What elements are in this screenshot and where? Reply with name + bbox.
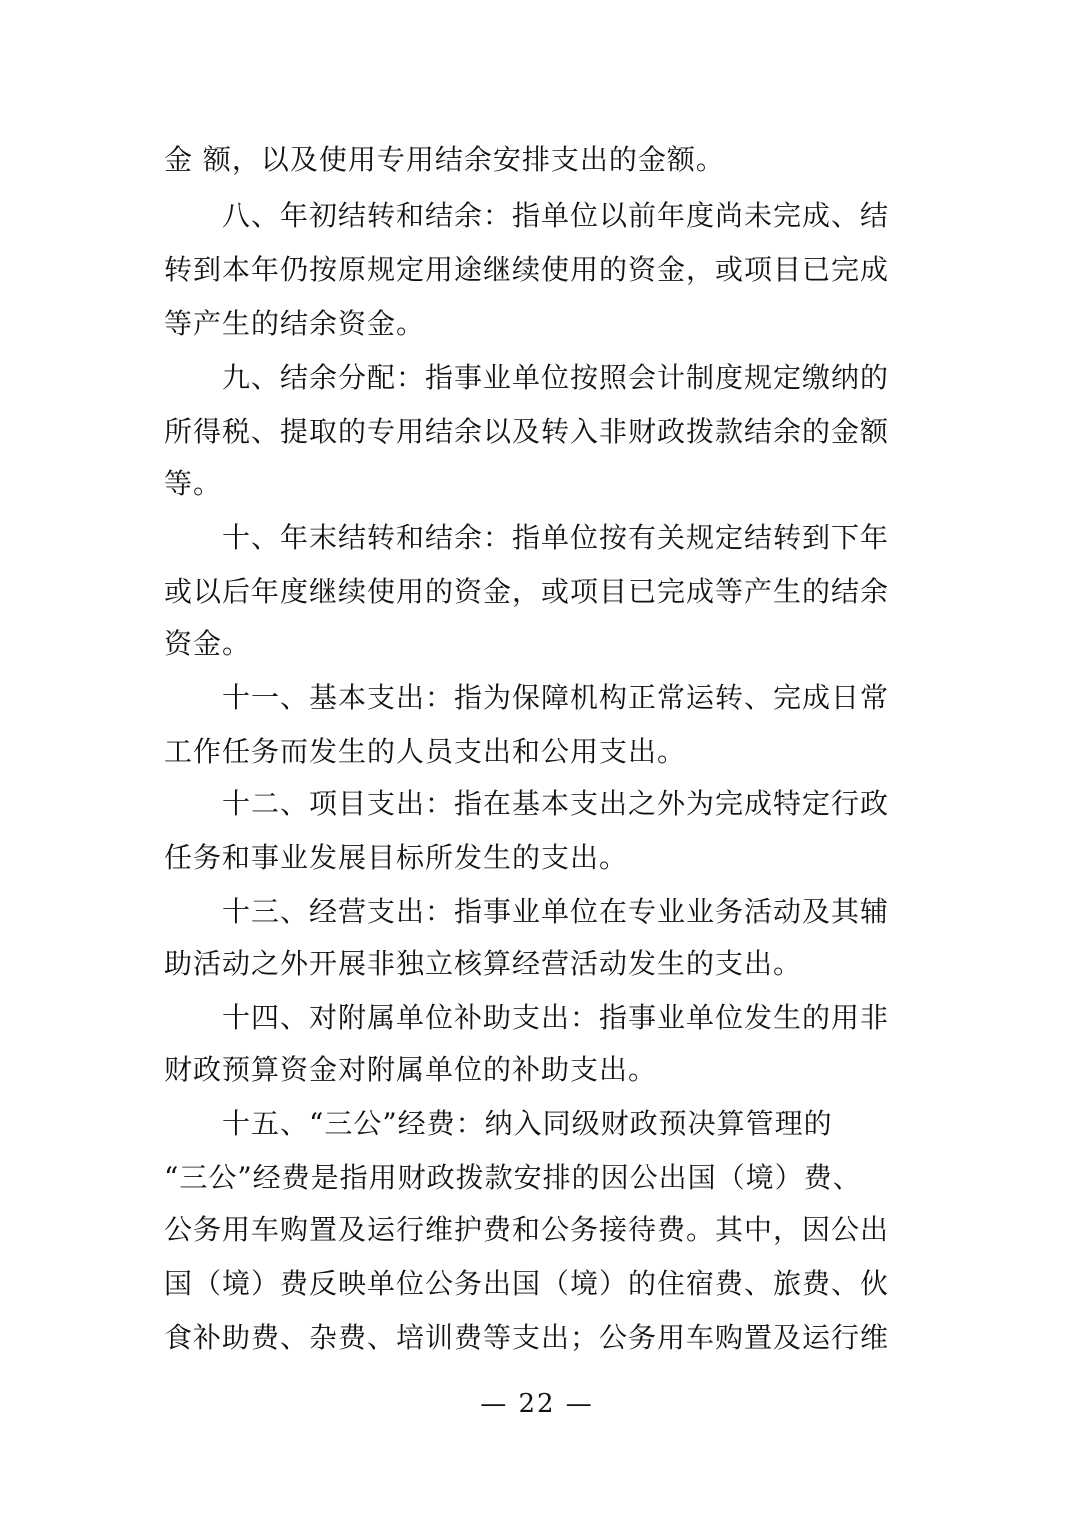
text-line: 十、年末结转和结余：指单位按有关规定结转到下年	[164, 521, 890, 554]
text-line: 等产生的结余资金。	[164, 307, 426, 340]
text-line: 十五、“三公”经费：纳入同级财政预决算管理的	[164, 1107, 833, 1140]
text-line: 八、年初结转和结余：指单位以前年度尚未完成、结	[164, 199, 890, 232]
text-line: 国（境）费反映单位公务出国（境）的住宿费、旅费、伙	[164, 1267, 890, 1300]
text-line: 十四、对附属单位补助支出：指事业单位发生的用非	[164, 1001, 890, 1034]
text-line: 十一、基本支出：指为保障机构正常运转、完成日常	[164, 681, 890, 714]
text-line: 工作任务而发生的人员支出和公用支出。	[164, 735, 687, 768]
text-line: 任务和事业发展目标所发生的支出。	[164, 841, 629, 874]
text-line: 转到本年仍按原规定用途继续使用的资金，或项目已完成	[164, 253, 890, 286]
text-line: 财政预算资金对附属单位的补助支出。	[164, 1053, 658, 1086]
text-line: 所得税、提取的专用结余以及转入非财政拨款结余的金额	[164, 415, 890, 448]
text-line: 十三、经营支出：指事业单位在专业业务活动及其辅	[164, 895, 890, 928]
text-line: “三公”经费是指用财政拨款安排的因公出国（境）费、	[164, 1161, 862, 1194]
text-line: 助活动之外开展非独立核算经营活动发生的支出。	[164, 947, 803, 980]
text-line: 或以后年度继续使用的资金，或项目已完成等产生的结余	[164, 575, 890, 608]
text-line: 资金。	[164, 627, 252, 660]
page-number: — 22 —	[480, 1389, 594, 1419]
text-line: 等。	[164, 467, 223, 500]
text-line: 九、结余分配：指事业单位按照会计制度规定缴纳的	[164, 361, 890, 394]
text-line: 金 额，以及使用专用结余安排支出的金额。	[164, 143, 725, 176]
text-line: 公务用车购置及运行维护费和公务接待费。其中，因公出	[164, 1213, 890, 1246]
text-line: 食补助费、杂费、培训费等支出；公务用车购置及运行维	[164, 1321, 890, 1354]
text-line: 十二、项目支出：指在基本支出之外为完成特定行政	[164, 787, 890, 820]
